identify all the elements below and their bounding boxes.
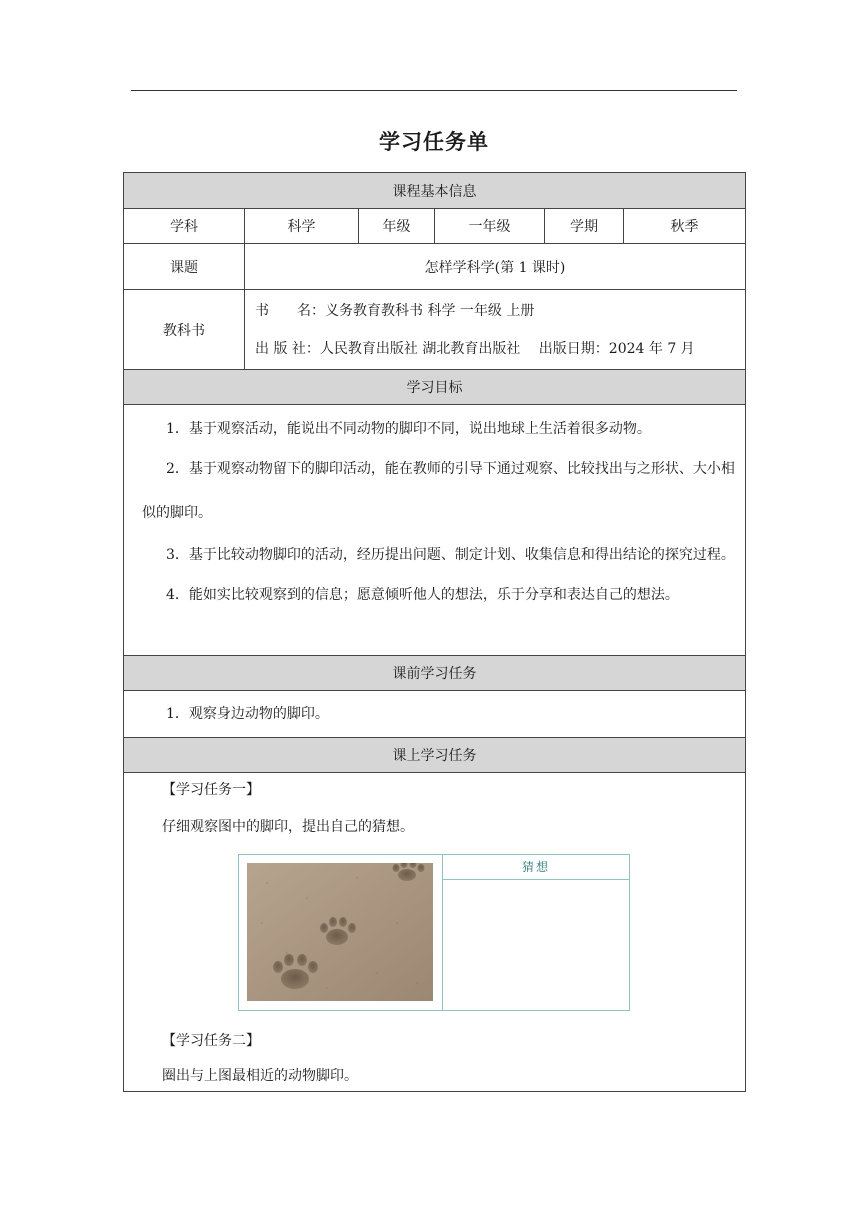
term-value: 秋季 — [624, 209, 746, 244]
textbook-label: 教科书 — [124, 290, 245, 370]
guess-answer-area[interactable] — [443, 880, 629, 1010]
task1-title: 【学习任务一】 — [162, 782, 260, 798]
top-rule — [131, 90, 737, 91]
objective-item: 4．能如实比较观察到的信息；愿意倾听他人的想法，乐于分享和表达自己的想法。 — [166, 587, 679, 603]
in-class-body — [124, 773, 746, 1092]
textbook-details — [245, 290, 746, 370]
task-sheet-table — [123, 172, 746, 1092]
task2-title: 【学习任务二】 — [162, 1033, 260, 1049]
task2-text: 圈出与上图最相近的动物脚印。 — [162, 1068, 358, 1084]
topic-value: 怎样学科学(第 1 课时) — [245, 244, 746, 290]
pre-class-body — [124, 691, 746, 738]
task1-text: 仔细观察图中的脚印，提出自己的猜想。 — [162, 819, 414, 835]
subject-label: 学科 — [124, 209, 245, 244]
guess-panel — [443, 855, 629, 1010]
publisher-line: 出 版 社：人民教育出版社 湖北教育出版社 出版日期：2024 年 7 月 — [255, 340, 695, 357]
book-name-line: 书 名：义务教育教科书 科学 一年级 上册 — [255, 302, 535, 319]
objective-item: 2．基于观察动物留下的脚印活动，能在教师的引导下通过观察、比较找出与之形状、大小相似的脚印。 — [142, 461, 735, 521]
page-title: 学习任务单 — [379, 129, 489, 154]
footprint-photo — [247, 863, 433, 1001]
footprint-photo-frame — [239, 855, 443, 1010]
grade-label: 年级 — [359, 209, 435, 244]
objectives-body — [124, 405, 746, 656]
topic-label: 课题 — [124, 244, 245, 290]
grade-value: 一年级 — [435, 209, 545, 244]
guess-label: 猜想 — [443, 855, 629, 880]
objectives-header: 学习目标 — [124, 370, 746, 405]
objective-item: 1．基于观察活动，能说出不同动物的脚印不同，说出地球上生活着很多动物。 — [166, 421, 651, 437]
pre-class-header: 课前学习任务 — [124, 656, 746, 691]
course-info-header: 课程基本信息 — [124, 173, 746, 209]
subject-value: 科学 — [245, 209, 359, 244]
in-class-header: 课上学习任务 — [124, 738, 746, 773]
pre-class-item: 1．观察身边动物的脚印。 — [166, 706, 329, 722]
objective-item: 3．基于比较动物脚印的活动，经历提出问题、制定计划、收集信息和得出结论的探究过程。 — [166, 547, 735, 563]
term-label: 学期 — [545, 209, 624, 244]
footprint-figure — [238, 854, 630, 1011]
